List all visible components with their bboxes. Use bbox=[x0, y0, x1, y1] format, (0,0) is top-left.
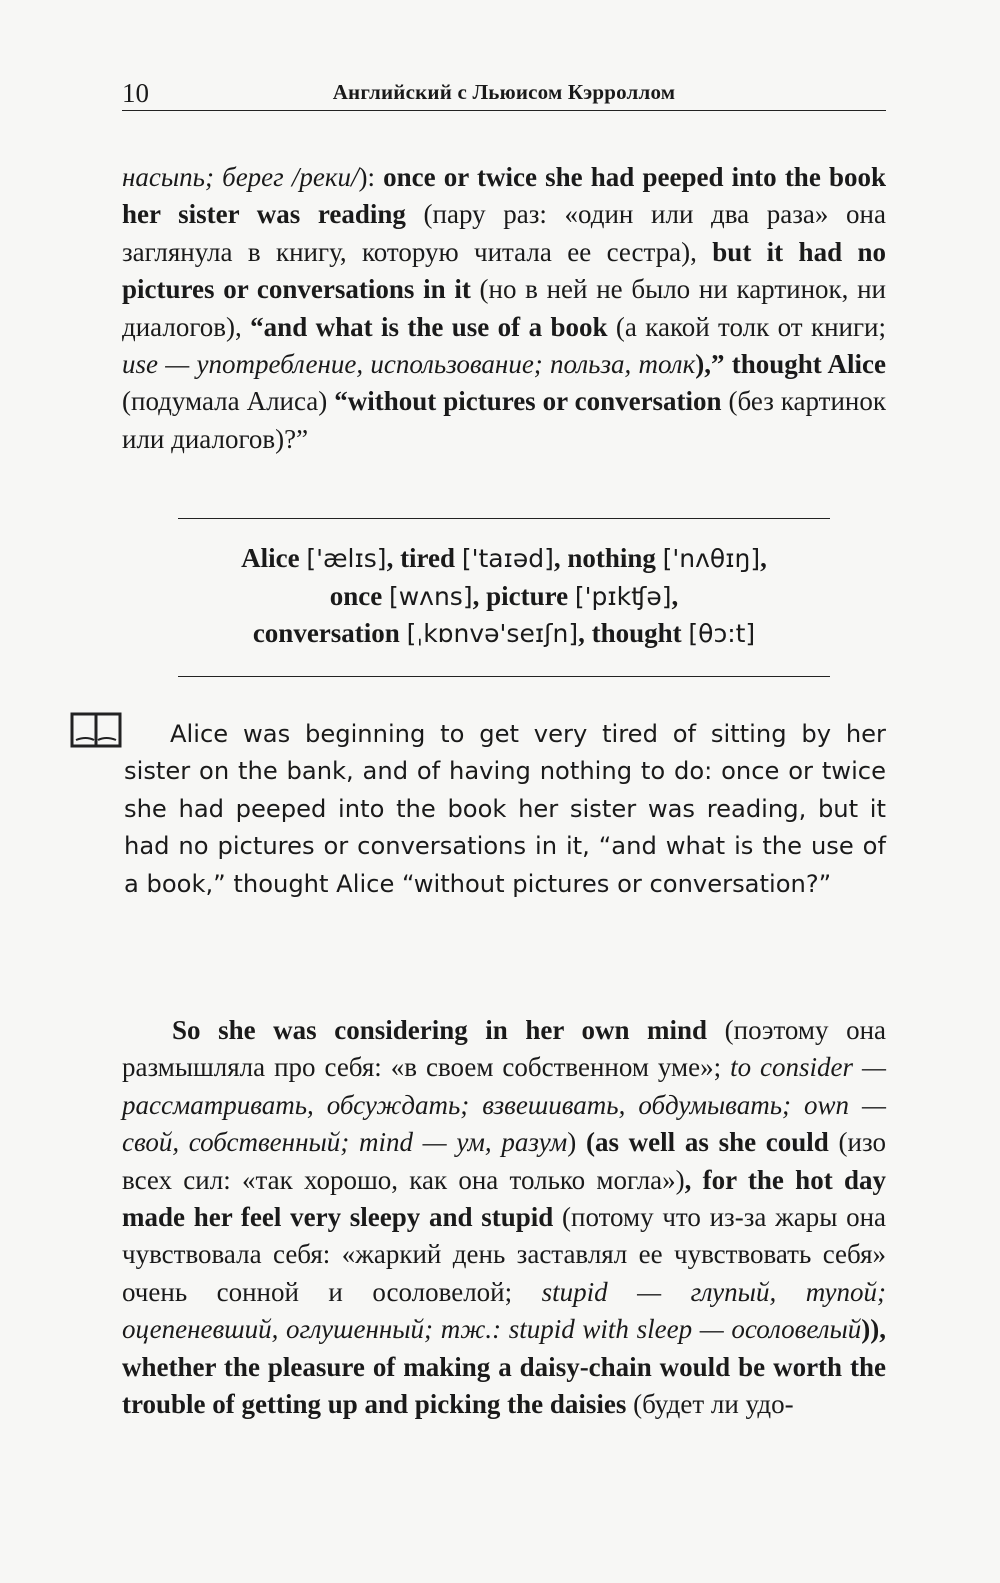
phonetics-block bbox=[122, 540, 886, 653]
gloss-text: to consider — рассматривать, обсуждать; взвешивать, обдумывать; own — свой, собственный; mind — ум, разум bbox=[122, 1052, 886, 1158]
page-number: 10 bbox=[122, 78, 149, 108]
english-phrase: So she was considering in her own mind bbox=[172, 1015, 708, 1045]
transcription: ['ælɪs] bbox=[306, 544, 387, 573]
phonetic-word: picture bbox=[486, 580, 569, 611]
english-phrase: once or twice she had peeped into the book her sister was reading bbox=[122, 162, 887, 230]
original-text bbox=[124, 716, 886, 903]
translation-text: (подумала Алиса) bbox=[122, 386, 335, 417]
gloss-text: stupid — глупый, тупой; оцепеневший, оглушенный; тж.: stupid with sleep — осоловелый bbox=[122, 1276, 886, 1345]
phonetics-line: conversation [ˌkɒnvə'seɪʃn], thought [θɔ:t] bbox=[252, 618, 756, 648]
english-phrase: , for the hot day made her feel very sleepy and stupid bbox=[122, 1164, 886, 1233]
divider-top bbox=[178, 518, 830, 519]
english-phrase: “and what is the use of a book bbox=[250, 311, 608, 342]
english-phrase: “without pictures or conversation bbox=[334, 386, 722, 417]
translation-text: (поэтому она размышляла про себя: «в своем собственном уме»; bbox=[122, 1015, 887, 1083]
transcription: ['nʌθɪŋ] bbox=[662, 544, 761, 573]
phonetic-word: thought bbox=[591, 618, 682, 648]
gloss-text: насыпь; берег /реки/ bbox=[122, 162, 359, 192]
phonetic-word: conversation bbox=[252, 618, 400, 648]
original-text-content: Alice was beginning to get very tired of sitting by her sister on the bank, and of having nothing to do: once or twice she had peeped into the book her sister was reading, but it had no pictures or conversations in it, “and what is the use of a book,” thought Alice “without pictures or conversation?” bbox=[124, 720, 886, 898]
english-phrase: (as well as she could bbox=[585, 1127, 829, 1158]
translation-text: (потому что из-за жары она чувствовала себя: «жаркий день заставлял ее чувствовать себя» очень сонной и осоловелой; bbox=[122, 1202, 886, 1307]
phonetic-word: Alice bbox=[241, 543, 300, 573]
commentary-paragraph-2 bbox=[122, 1012, 886, 1423]
translation-text: (будет ли удо- bbox=[626, 1389, 794, 1420]
gloss-text: use — употребление, использование; польза, толк bbox=[122, 349, 696, 380]
translation-text: (но в ней не было ни картинок, ни диалогов), bbox=[122, 274, 886, 342]
open-book-icon bbox=[70, 712, 122, 748]
text-span: ): bbox=[358, 162, 384, 192]
phonetic-word: once bbox=[329, 580, 383, 611]
translation-text: (пару раз: «один или два раза» она заглянула в книгу, которую читала ее сестра), bbox=[122, 199, 886, 267]
translation-text: (а какой толк от книги; bbox=[607, 311, 886, 342]
transcription: [ˌkɒnvə'seɪʃn] bbox=[406, 619, 579, 648]
punctuation: ),” bbox=[695, 349, 732, 380]
punctuation: )), bbox=[861, 1314, 886, 1345]
phonetic-word: nothing bbox=[567, 543, 656, 573]
english-phrase: but it had no pictures or conversations in it bbox=[122, 236, 886, 305]
english-phrase: thought Alice bbox=[731, 349, 886, 380]
english-phrase: whether the pleasure of making a daisy-chain would be worth the trouble of getting up and picking the daisies bbox=[122, 1351, 886, 1420]
commentary-paragraph-1 bbox=[122, 159, 886, 458]
transcription: ['pɪkʧə] bbox=[574, 581, 672, 611]
translation-text: (изо всех сил: «так хорошо, как она только могла») bbox=[122, 1127, 886, 1195]
text-span: ) bbox=[567, 1127, 586, 1158]
phonetic-word: tired bbox=[400, 543, 456, 573]
phonetics-line: once [wʌns], picture ['pɪkʧə], bbox=[329, 580, 679, 611]
transcription: [θɔ:t] bbox=[688, 619, 756, 648]
divider-bottom bbox=[178, 676, 830, 677]
translation-text: (без картинок или диалогов)?” bbox=[122, 386, 886, 454]
phonetics-line: Alice ['ælɪs], tired ['taɪəd], nothing ['nʌθɪŋ], bbox=[241, 543, 767, 573]
transcription: [wʌns] bbox=[388, 581, 473, 611]
transcription: ['taɪəd] bbox=[461, 544, 554, 573]
running-header bbox=[122, 72, 886, 111]
running-title: Английский с Льюисом Кэрроллом bbox=[332, 80, 676, 104]
